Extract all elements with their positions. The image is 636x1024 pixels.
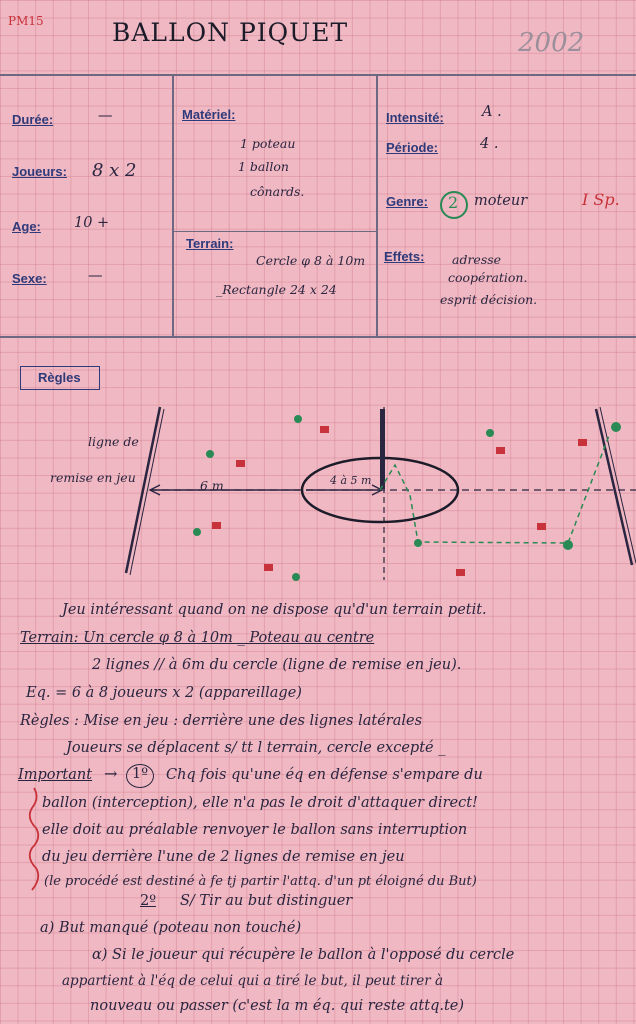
materiel-line-3: cônards. [250, 184, 305, 199]
body-line-7: Chq fois qu'une éq en défense s'empare du [166, 767, 483, 783]
genre-value: moteur [474, 193, 528, 209]
genre-number: 2 [448, 193, 459, 212]
player-red [264, 564, 273, 571]
player-green [292, 573, 300, 581]
regles-label: Règles [38, 370, 81, 385]
field-diagram [0, 395, 636, 590]
periode-label: Période: [386, 140, 439, 155]
body-line-11: (le procédé est destiné à fe tj partir l'attq. d'un pt éloigné du But) [44, 874, 477, 889]
body-line-14: α) Si le joueur qui récupère le ballon à l'opposé du cercle [92, 947, 515, 963]
body-line-12: S/ Tir au but distinguer [180, 893, 353, 909]
age-label: Age: [12, 219, 41, 234]
important-arrow: → [104, 764, 118, 783]
player-red [496, 447, 505, 454]
body-line-2: Terrain: Un cercle φ 8 à 10m _ Poteau au centre [20, 630, 375, 646]
duree-value: — [98, 108, 113, 124]
genre-label: Genre: [386, 194, 428, 209]
player-red [456, 569, 465, 576]
left-line-label-2: remise en jeu [50, 470, 136, 485]
player-green [611, 422, 621, 432]
effets-line-1: adresse [452, 252, 502, 267]
duree-label: Durée: [12, 112, 54, 127]
point-2: 2º [140, 893, 157, 909]
player-green [414, 539, 422, 547]
dimension-radius: 4 à 5 m [330, 474, 372, 487]
player-green [563, 540, 573, 550]
body-line-4: Eq. = 6 à 8 joueurs x 2 (appareillage) [26, 685, 302, 701]
center-post [380, 409, 385, 489]
player-green [486, 429, 494, 437]
intensite-value: A . [482, 104, 502, 120]
body-line-8: ballon (interception), elle n'a pas le droit d'attaquer direct! [42, 795, 478, 811]
materiel-line-1: 1 poteau [240, 136, 296, 151]
body-line-13: a) But manqué (poteau non touché) [40, 920, 302, 936]
column-divider-1 [172, 74, 174, 338]
materiel-label: Matériel: [182, 107, 236, 122]
materiel-line-2: 1 ballon [238, 159, 289, 174]
body-line-5: Règles : Mise en jeu : derrière une des lignes latérales [20, 713, 423, 729]
column-divider-2 [376, 74, 378, 338]
important-label: Important [18, 767, 93, 783]
effets-label: Effets: [384, 249, 425, 264]
body-line-6: Joueurs se déplacent s/ tt l terrain, cercle excepté _ [66, 740, 446, 756]
sheet-code: PM15 [8, 14, 44, 28]
genre-code: I Sp. [582, 190, 620, 209]
player-green [294, 415, 302, 423]
periode-value: 4 . [480, 136, 499, 152]
point-1: 1º [132, 766, 149, 782]
body-line-3: 2 lignes // à 6m du cercle (ligne de remise en jeu). [92, 657, 462, 673]
terrain-line-1: Cercle φ 8 à 10m [256, 253, 366, 268]
age-value: 10 + [74, 215, 110, 231]
red-margin-mark [26, 786, 44, 896]
right-remise-line [596, 409, 632, 565]
body-line-1: Jeu intéressant quand on ne dispose qu'd'un terrain petit. [62, 602, 487, 618]
sexe-label: Sexe: [12, 271, 47, 286]
player-red [537, 523, 546, 530]
sheet-title: BALLON PIQUET [112, 18, 349, 47]
info-bottom-divider [0, 336, 636, 338]
body-line-10: du jeu derrière l'une de 2 lignes de remise en jeu [42, 849, 405, 865]
terrain-label: Terrain: [186, 236, 234, 251]
player-red [320, 426, 329, 433]
player-green [193, 528, 201, 536]
green-pass-path [380, 433, 610, 543]
intensite-label: Intensité: [386, 110, 444, 125]
header-divider [0, 74, 636, 76]
sexe-value: — [88, 268, 103, 284]
body-line-9: elle doit au préalable renvoyer le ballon sans interruption [42, 822, 468, 838]
effets-line-2: coopération. [448, 270, 528, 285]
body-line-16: nouveau ou passer (c'est la m éq. qui reste attq.te) [90, 998, 465, 1014]
joueurs-label: Joueurs: [12, 164, 67, 179]
terrain-line-2: _Rectangle 24 x 24 [216, 282, 337, 297]
player-red [212, 522, 221, 529]
player-green [206, 450, 214, 458]
player-red [236, 460, 245, 467]
effets-line-3: esprit décision. [440, 292, 538, 307]
terrain-divider [174, 231, 376, 232]
sheet-year: 2002 [518, 28, 585, 58]
joueurs-value: 8 x 2 [92, 160, 137, 181]
left-line-label-1: ligne de [88, 434, 139, 449]
player-red [578, 439, 587, 446]
body-line-15: appartient à l'éq de celui qui a tiré le but, il peut tirer à [62, 973, 444, 989]
dimension-6m: 6 m [200, 478, 224, 493]
